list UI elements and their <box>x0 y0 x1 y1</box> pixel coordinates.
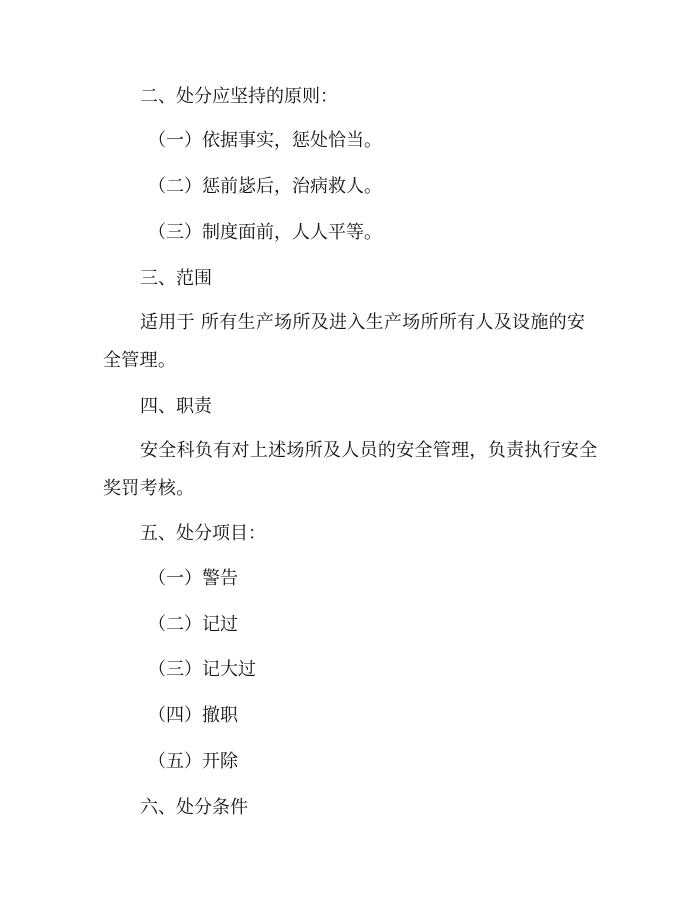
penalty-item-2: （二）记过 <box>148 614 238 635</box>
principle-item-1: （一）依据事实，惩处恰当。 <box>148 130 382 151</box>
section-heading-penalty-items: 五、处分项目： <box>140 523 266 544</box>
penalty-item-4: （四）撤职 <box>148 705 238 726</box>
penalty-item-5: （五）开除 <box>148 751 238 772</box>
section-heading-duties: 四、职责 <box>140 396 212 417</box>
section-heading-scope: 三、范围 <box>140 268 212 289</box>
penalty-item-1: （一）警告 <box>148 568 238 589</box>
scope-paragraph: 适用于 所有生产场所及进入生产场所所有人及设施的安全管理。 <box>103 312 586 371</box>
principle-item-3: （三）制度面前，人人平等。 <box>148 222 382 243</box>
section-heading-conditions: 六、处分条件 <box>140 797 248 818</box>
section-heading-principles: 二、处分应坚持的原则： <box>140 86 338 107</box>
principle-item-2: （二）惩前毖后，治病救人。 <box>148 176 382 197</box>
penalty-item-3: （三）记大过 <box>148 659 256 680</box>
duties-paragraph: 安全科负有对上述场所及人员的安全管理，负责执行安全奖罚考核。 <box>103 440 598 499</box>
